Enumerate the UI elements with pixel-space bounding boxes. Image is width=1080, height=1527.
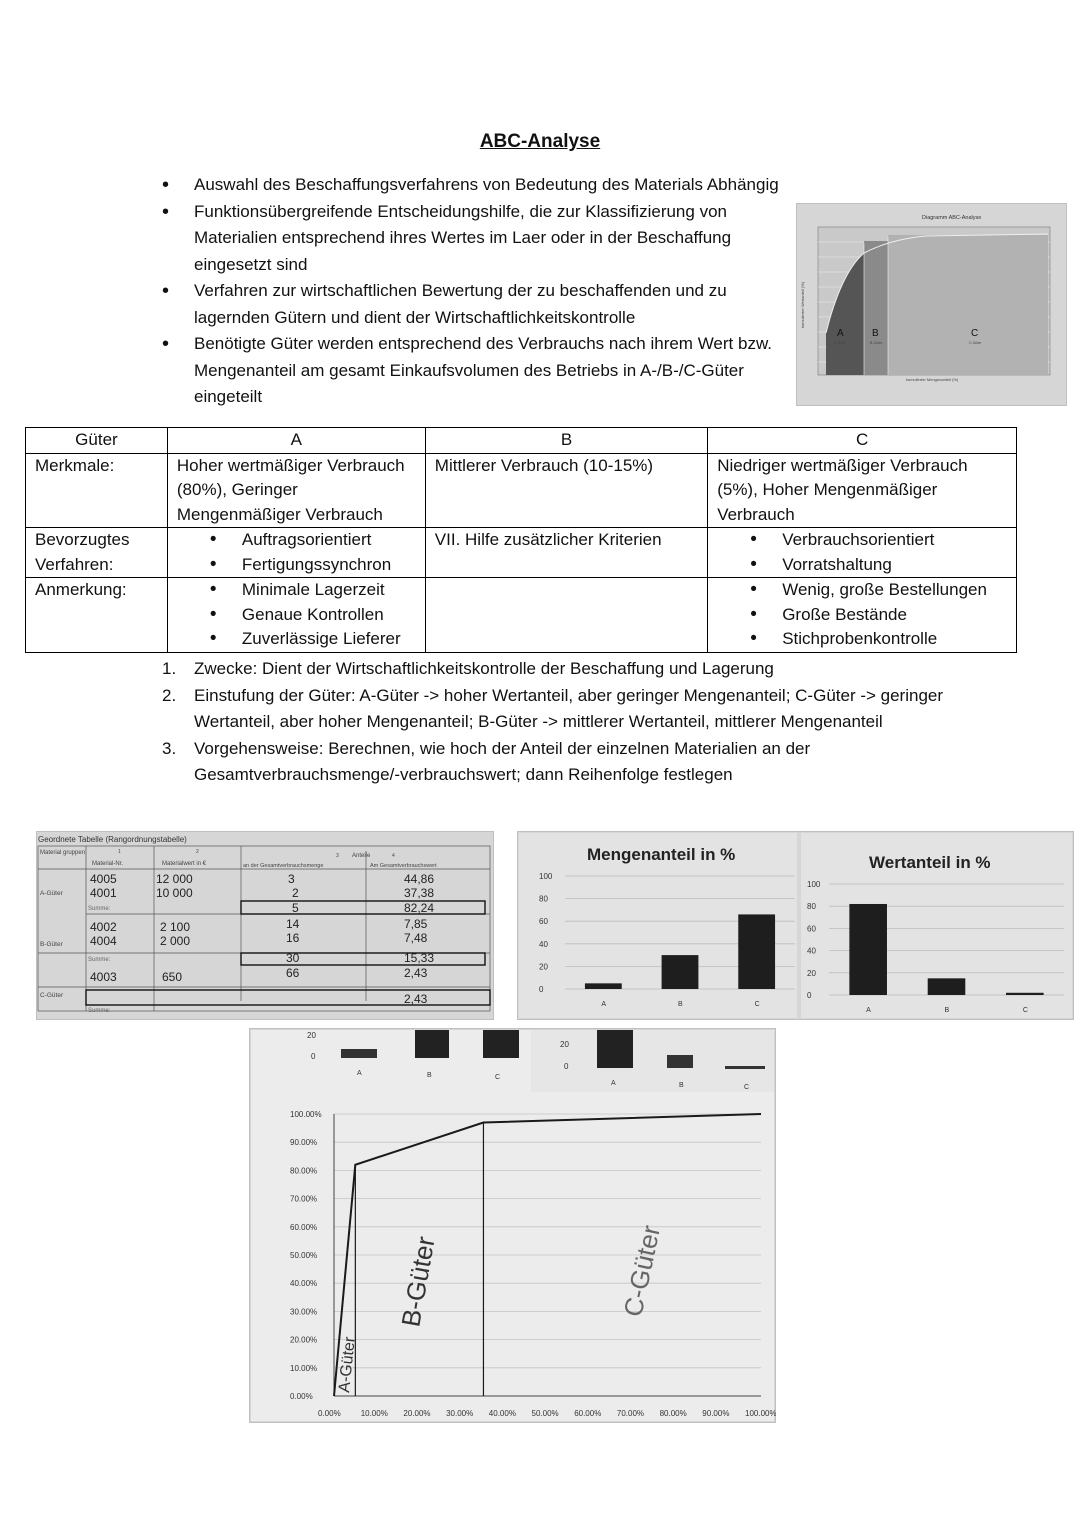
y-tick-label: 60.00% [290,1222,318,1232]
cell-menge: 30 [286,951,300,965]
group-c-label: C-Güter [40,992,64,999]
cell-wertanteil: 2,43 [404,992,428,1006]
strip-bar [483,1030,519,1058]
x-tick-label: C [1022,1007,1028,1014]
strip-label-c: C [744,1084,750,1091]
cell-wertanteil: 7,85 [404,917,428,931]
cell-wertanteil: 2,43 [404,966,428,980]
abc-chart-photo-svg [796,203,1067,406]
strip-label-c: C [495,1074,501,1081]
table-row-merkmale [26,453,1017,528]
y-tick-label: 100 [539,872,553,881]
cell-a-verfahren [167,528,425,578]
strip-tick-20: 20 [307,1031,316,1040]
x-tick-label: C [754,1001,760,1008]
row-label: Anmerkung: [26,578,168,653]
annotation-c-gueter: C-Güter [617,1222,667,1320]
lorenz-curve-svg [249,1028,776,1423]
x-tick-label: 80.00% [659,1409,687,1418]
item-number: 1. [162,659,177,678]
cell-wertanteil: 37,38 [404,886,435,900]
bar-charts-photo [517,831,1074,1020]
item-number: 3. [162,738,177,758]
x-tick-label: 100.00% [745,1409,776,1418]
item-text: Zwecke: Dient der Wirtschaftlichkeitskontrolle der Beschaffung und Lagerung [194,659,774,678]
x-tick-label: 70.00% [616,1409,645,1418]
mengenanteil-title: Mengenanteil in % [587,845,736,864]
cell-wertanteil: 82,24 [404,901,435,915]
cell-b-merkmale: Mittlerer Verbrauch (10-15%) [425,453,707,528]
header-cell-gueter: Güter [26,428,168,454]
intro-bullet-list [162,172,802,411]
header-num-3: 3 [336,853,339,859]
numbered-item [162,683,962,736]
header-num-4: 4 [392,853,395,859]
ranking-table-photo [36,831,494,1020]
ranking-title: Geordnete Tabelle (Rangordnungstabelle) [38,835,187,844]
y-tick-label: 80 [807,902,816,912]
header-materialgruppen: Material gruppen [40,850,86,856]
bar [738,914,775,989]
strip-bar [725,1066,765,1069]
item-text: Vorgehensweise: Berechnen, wie hoch der Anteil der einzelnen Materialien an der Gesamtverbrauchsmenge/-verbrauchswert; dann Reihenfolge festlegen [194,738,811,784]
bar [662,955,699,989]
y-tick-label: 20 [807,968,816,978]
cell-nr: 4001 [90,886,117,900]
cell-b-anmerkung [425,578,707,653]
table-header-row [26,428,1017,454]
list-item: • Auftragsorientiert [177,528,416,553]
abc-photo-ylabel: kumulierter Wertanteil (%) [800,281,805,328]
cell-menge: 2 [292,886,299,900]
y-tick-label: 90.00% [290,1138,318,1148]
lorenz-curve-photo [249,1028,776,1423]
numbered-list [162,656,962,789]
cell-nr: 4004 [90,934,117,948]
list-item: • Minimale Lagerzeit [177,578,416,603]
strip-label-b: B [679,1082,684,1089]
abc-photo-xlabel: kumulierter Mengenanteil (%) [906,377,959,382]
cell-b-verfahren: VII. Hilfe zusätzlicher Kriterien [425,528,707,578]
annotation-a-gueter: A-Güter [336,1335,359,1394]
bar [1006,993,1044,995]
y-tick-label: 30.00% [290,1307,318,1317]
y-tick-label: 40.00% [290,1279,318,1289]
y-tick-label: 60 [807,924,816,934]
y-tick-label: 60 [539,917,548,927]
y-tick-label: 100.00% [290,1110,322,1119]
bar [849,904,887,995]
item-text: Einstufung der Güter: A-Güter -> hoher Wertanteil, aber geringer Mengenanteil; C-Güter -> geringer Wertanteil, aber hoher Mengenanteil; B-Güter -> mittlerer Wertanteil, mittlerer Mengenanteil [194,685,944,731]
y-tick-label: 20 [539,962,548,972]
abc-chart-photo [796,203,1067,406]
list-item: • Stichprobenkontrolle [717,627,1007,652]
abc-photo-sublabel-a: A-Güter [834,341,847,345]
y-tick-label: 80 [539,894,548,904]
cell-menge: 3 [288,872,295,886]
header-num-1: 1 [118,849,121,855]
bar-charts-svg [517,831,1074,1020]
numbered-item [162,656,962,683]
y-tick-label: 50.00% [290,1251,318,1260]
header-cell-b: B [425,428,707,454]
item-number: 2. [162,685,177,705]
header-num-2: 2 [196,849,199,855]
cell-c-merkmale: Niedriger wertmäßiger Verbrauch (5%), Hoher Mengenmäßiger Verbrauch [708,453,1017,528]
cell-c-verfahren [708,528,1017,578]
x-tick-label: 0.00% [318,1409,341,1418]
bar [928,978,966,995]
group-a-label: A-Güter [40,890,63,897]
x-tick-label: 50.00% [531,1409,559,1418]
ranking-table-svg [36,831,494,1020]
strip-tick-0: 0 [311,1052,316,1061]
x-tick-label: B [944,1007,950,1014]
cell-menge: 16 [286,931,300,945]
table-row-verfahren [26,528,1017,578]
abc-photo-sublabel-b: B-Güter [870,341,883,345]
cell-nr: 4003 [90,970,117,984]
strip-tick-20: 20 [560,1040,569,1049]
list-item: • Fertigungssynchron [177,553,416,578]
x-tick-label: 20.00% [403,1409,431,1418]
y-tick-label: 0 [539,985,544,994]
intro-bullet: • Benötigte Güter werden entsprechend des Verbrauchs nach ihrem Wert bzw. Mengenanteil am gesamt Einkaufsvolumen des Betriebs in A-/B-/C-Güter eingeteilt [162,331,802,411]
list-item: • Zuverlässige Lieferer [177,627,416,652]
list-item: • Verbrauchsorientiert [717,528,1007,553]
x-tick-label: 40.00% [488,1409,516,1418]
header-cell-c: C [708,428,1017,454]
cell-a-anmerkung [167,578,425,653]
list-item: • Vorratshaltung [717,553,1007,578]
cell-menge: 66 [286,966,300,980]
header-anteile: Anteile [352,853,371,859]
cell-wertanteil: 15,33 [404,951,435,965]
x-tick-label: 90.00% [702,1409,730,1418]
cell-menge: 5 [292,901,299,915]
summe-label: Summe: [88,1008,111,1014]
cell-wert: 10 000 [156,886,193,900]
page-title: ABC-Analyse [479,131,601,152]
cell-menge: 14 [286,917,300,931]
y-tick-label: 40 [539,939,548,949]
intro-bullet: • Funktionsübergreifende Entscheidungshilfe, die zur Klassifizierung von Materialien entsprechend ihres Wertes im Laer oder in der Beschaffung eingesetzt sind [162,199,802,279]
strip-tick-0: 0 [564,1062,569,1071]
cell-wert: 2 100 [160,920,191,934]
cell-wert: 650 [162,970,183,984]
numbered-item [162,736,962,789]
y-tick-label: 40 [807,946,816,956]
abc-photo-sublabel-c: C-Güter [969,341,982,345]
intro-bullet: • Auswahl des Beschaffungsverfahrens von Bedeutung des Materials Abhängig [162,172,802,199]
cell-wert: 12 000 [156,872,193,886]
row-label: Bevorzugtes Verfahren: [26,528,168,578]
y-tick-label: 70.00% [290,1194,318,1204]
row-label: Merkmale: [26,453,168,528]
strip-label-a: A [611,1080,616,1087]
cell-wert: 2 000 [160,934,191,948]
cell-wertanteil: 44,86 [404,872,435,886]
strip-bar [341,1049,377,1058]
x-tick-label: A [866,1007,871,1014]
cell-c-anmerkung [708,578,1017,653]
x-tick-label: 10.00% [360,1409,388,1418]
header-materialwert: Materialwert in € [162,861,207,867]
cell-a-merkmale: Hoher wertmäßiger Verbrauch (80%), Geringer Mengenmäßiger Verbrauch [167,453,425,528]
header-cell-a: A [167,428,425,454]
abc-photo-label-a: A [837,328,844,339]
x-tick-label: A [601,1001,607,1008]
y-tick-label: 100 [807,880,821,889]
table-row-anmerkung [26,578,1017,653]
annotation-b-gueter: B-Güter [395,1234,441,1330]
header-gesamtmenge: an der Gesamtverbrauchsmenge [243,863,324,869]
y-tick-label: 0 [807,991,812,1000]
strip-bar [597,1030,633,1068]
strip-label-b: B [427,1072,432,1079]
wertanteil-title: Wertanteil in % [869,853,991,872]
list-item: • Genaue Kontrollen [177,603,416,628]
y-tick-label: 20.00% [290,1335,318,1345]
strip-bar [415,1030,449,1058]
header-material-nr: Material-Nr. [92,861,124,867]
cell-nr: 4005 [90,872,117,886]
cell-wertanteil: 7,48 [404,931,428,945]
strip-bar [667,1055,693,1068]
abc-comparison-table [25,427,1017,653]
list-item: • Wenig, große Bestellungen [717,578,1007,603]
y-tick-label: 0.00% [290,1392,313,1401]
header-gesamtwert: Am Gesamtverbrauchswert [370,863,437,869]
bar [585,983,622,989]
x-tick-label: 30.00% [446,1409,474,1418]
x-tick-label: 60.00% [574,1409,602,1418]
group-b-label: B-Güter [40,941,63,948]
abc-photo-label-b: B [872,328,879,339]
abc-photo-label-c: C [971,328,979,339]
intro-bullet: • Verfahren zur wirtschaftlichen Bewertung der zu beschaffenden und zu lagernden Gütern und dient der Wirtschaftlichkeitskontrolle [162,278,802,331]
strip-label-a: A [357,1070,362,1077]
y-tick-label: 80.00% [290,1166,318,1176]
abc-photo-title: Diagramm ABC-Analyse [922,215,982,221]
summe-label: Summe: [88,906,111,912]
list-item: • Große Bestände [717,603,1007,628]
summe-label: Summe: [88,957,111,963]
cell-nr: 4002 [90,920,117,934]
y-tick-label: 10.00% [290,1363,318,1373]
x-tick-label: B [678,1001,683,1008]
